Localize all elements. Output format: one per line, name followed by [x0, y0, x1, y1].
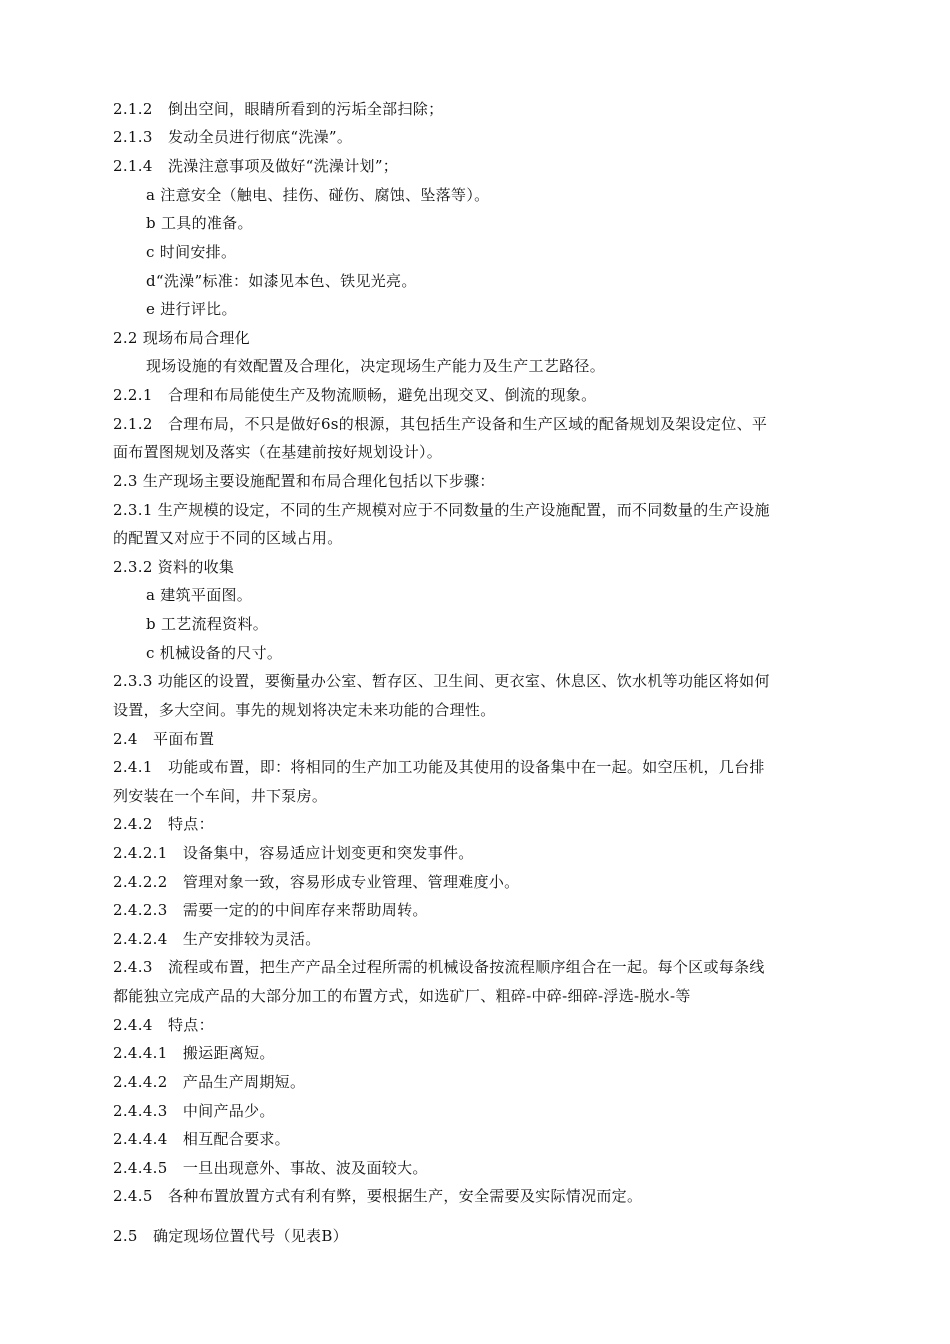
list-item-a: a 建筑平面图。 — [146, 586, 253, 604]
text-line-continuation: 都能独立完成产品的大部分加工的布置方式，如选矿厂、粗碎-中碎-细碎-浮选-脱水-等 — [113, 987, 691, 1005]
text-line-2-3-3: 2.3.3 功能区的设置，要衡量办公室、暂存区、卫生间、更衣室、休息区、饮水机等功能区将如何 — [113, 672, 770, 690]
list-item-d: d“洗澡”标准：如漆见本色、铁见光亮。 — [146, 272, 417, 290]
section-heading-2-2: 2.2 现场布局合理化 — [113, 329, 250, 347]
text-line-2-4-4-3: 2.4.4.3 中间产品少。 — [113, 1102, 275, 1120]
section-heading-2-5: 2.5 确定现场位置代号（见表B） — [113, 1227, 348, 1245]
text-line-2-4-4: 2.4.4 特点： — [113, 1016, 214, 1034]
text-line-2-1-4: 2.1.4 洗澡注意事项及做好“洗澡计划”； — [113, 157, 399, 175]
text-line-2-4-3: 2.4.3 流程或布置，把生产产品全过程所需的机械设备按流程顺序组合在一起。每个区或每条线 — [113, 958, 765, 976]
text-line-2-4-2-3: 2.4.2.3 需要一定的的中间库存来帮助周转。 — [113, 901, 428, 919]
text-line-2-4-2: 2.4.2 特点： — [113, 815, 214, 833]
text-line-2-4-2-4: 2.4.2.4 生产安排较为灵活。 — [113, 930, 321, 948]
text-line-2-4-4-5: 2.4.4.5 一旦出现意外、事故、波及面较大。 — [113, 1159, 428, 1177]
text-line-2-4-4-2: 2.4.4.2 产品生产周期短。 — [113, 1073, 306, 1091]
list-item-e: e 进行评比。 — [146, 300, 237, 318]
text-line-2-4-5: 2.4.5 各种布置放置方式有利有弊，要根据生产，安全需要及实际情况而定。 — [113, 1187, 643, 1205]
text-line-2-1-3: 2.1.3 发动全员进行彻底“洗澡”。 — [113, 128, 353, 146]
paragraph-line: 现场设施的有效配置及合理化，决定现场生产能力及生产工艺路径。 — [146, 357, 606, 375]
text-line-continuation: 的配置又对应于不同的区域占用。 — [113, 529, 343, 547]
text-line-2-4-4-1: 2.4.4.1 搬运距离短。 — [113, 1044, 275, 1062]
text-line-2-4-4-4: 2.4.4.4 相互配合要求。 — [113, 1130, 290, 1148]
list-item-c: c 时间安排。 — [146, 243, 237, 261]
list-item-a: a 注意安全（触电、挂伤、碰伤、腐蚀、坠落等）。 — [146, 186, 490, 204]
section-heading-2-4: 2.4 平面布置 — [113, 730, 215, 748]
text-line-2-3-1: 2.3.1 生产规模的设定，不同的生产规模对应于不同数量的生产设施配置，而不同数量的生产设施 — [113, 501, 770, 519]
text-line-continuation: 列安装在一个车间，井下泵房。 — [113, 787, 328, 805]
list-item-b: b 工艺流程资料。 — [146, 615, 269, 633]
section-heading-2-3: 2.3 生产现场主要设施配置和布局合理化包括以下步骤： — [113, 472, 495, 490]
text-line-2-1-2: 2.1.2 倒出空间，眼睛所看到的污垢全部扫除； — [113, 100, 444, 118]
list-item-b: b 工具的准备。 — [146, 214, 253, 232]
text-line-2-1-2b: 2.1.2 合理布局，不只是做好6s的根源，其包括生产设备和生产区域的配备规划及架设定位、平 — [113, 415, 768, 433]
text-line-2-3-2: 2.3.2 资料的收集 — [113, 558, 235, 576]
list-item-c: c 机械设备的尺寸。 — [146, 644, 283, 662]
text-line-2-4-1: 2.4.1 功能或布置，即：将相同的生产加工功能及其使用的设备集中在一起。如空压机，几台排 — [113, 758, 765, 776]
text-line-2-4-2-2: 2.4.2.2 管理对象一致，容易形成专业管理、管理难度小。 — [113, 873, 520, 891]
text-line-2-2-1: 2.2.1 合理和布局能使生产及物流顺畅，避免出现交叉、倒流的现象。 — [113, 386, 597, 404]
text-line-continuation: 面布置图规划及落实（在基建前按好规划设计）。 — [113, 443, 443, 461]
text-line-continuation: 设置，多大空间。事先的规划将决定未来功能的合理性。 — [113, 701, 496, 719]
text-line-2-4-2-1: 2.4.2.1 设备集中，容易适应计划变更和突发事件。 — [113, 844, 474, 862]
